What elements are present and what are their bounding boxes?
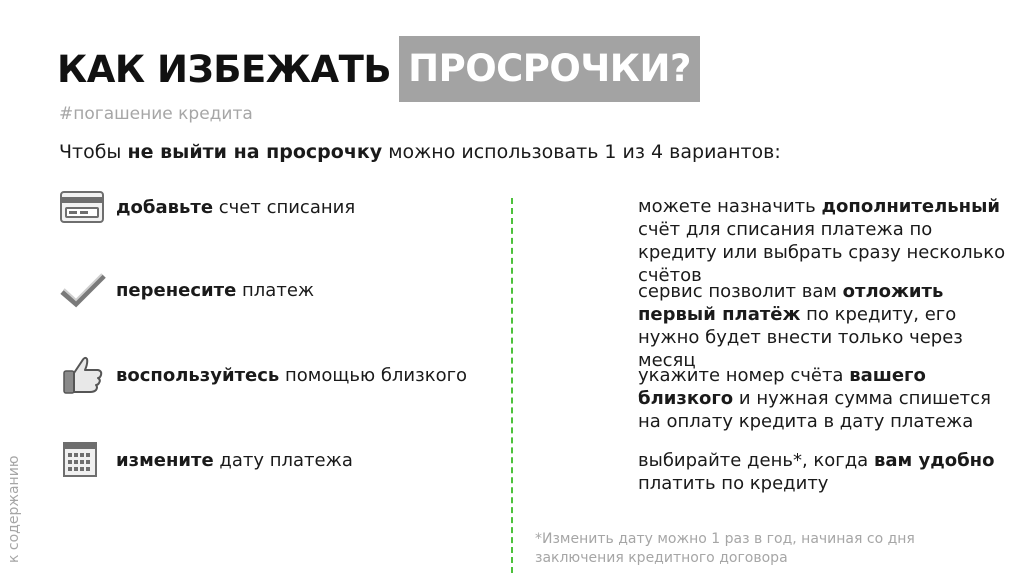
option-close-person — [60, 355, 467, 395]
option-label — [116, 365, 467, 386]
option-description — [638, 195, 1008, 287]
option-rest: платеж — [236, 279, 315, 301]
footnote: *Изменить дату можно 1 раз в год, начиная со дня заключения кредитного договора — [535, 531, 915, 566]
intro-text — [59, 141, 781, 163]
option-rest: счет списания — [213, 196, 356, 218]
option-label — [116, 197, 355, 218]
title-plain: КАК ИЗБЕЖАТЬ — [57, 47, 392, 91]
checkmark-icon — [60, 270, 106, 310]
desc-text: укажите номер счёта — [638, 365, 850, 386]
option-bold: перенесите — [116, 279, 237, 301]
option-add-account — [60, 187, 355, 227]
option-description — [638, 364, 1008, 433]
title-highlight: ПРОСРОЧКИ? — [399, 36, 700, 102]
desc-text: можете назначить — [638, 196, 822, 217]
intro-bold: не выйти на просрочку — [127, 141, 383, 163]
bank-card-icon — [60, 187, 106, 227]
desc-bold: дополнительный — [821, 196, 1000, 217]
option-rest: дату платежа — [213, 449, 353, 471]
desc-bold: вашего близкого — [638, 365, 926, 409]
hashtag: #погашение кредита — [59, 104, 253, 124]
option-postpone-payment — [60, 270, 314, 310]
desc-text: по кредиту, его нужно будет внести только через месяц — [638, 304, 963, 371]
page-title — [57, 36, 700, 102]
option-description — [638, 449, 1008, 495]
desc-text: сервис позволит вам — [638, 281, 843, 302]
option-change-date — [60, 440, 353, 480]
desc-text: выбирайте день*, когда — [638, 450, 874, 471]
desc-text: платить по кредиту — [638, 473, 829, 494]
option-label — [116, 280, 314, 301]
option-description — [638, 280, 1008, 372]
intro-before: Чтобы — [59, 141, 128, 163]
intro-after: можно использовать 1 из 4 вариантов: — [382, 141, 781, 163]
option-bold: измените — [116, 449, 214, 471]
table-of-contents-link[interactable]: к содержанию — [6, 455, 22, 563]
desc-bold: вам удобно — [873, 450, 995, 471]
option-bold: воспользуйтесь — [116, 364, 280, 386]
option-label — [116, 450, 353, 471]
dashed-divider — [511, 198, 513, 573]
desc-text: счёт для списания платежа по кредиту или выбрать сразу несколько счётов — [638, 219, 1006, 286]
desc-text: и нужная сумма спишется на оплату кредита в дату платежа — [638, 388, 991, 432]
option-bold: добавьте — [116, 196, 214, 218]
option-rest: помощью близкого — [279, 364, 468, 386]
calendar-icon — [60, 440, 106, 480]
desc-bold: отложить первый платёж — [638, 281, 944, 325]
thumbs-up-icon — [60, 355, 106, 395]
